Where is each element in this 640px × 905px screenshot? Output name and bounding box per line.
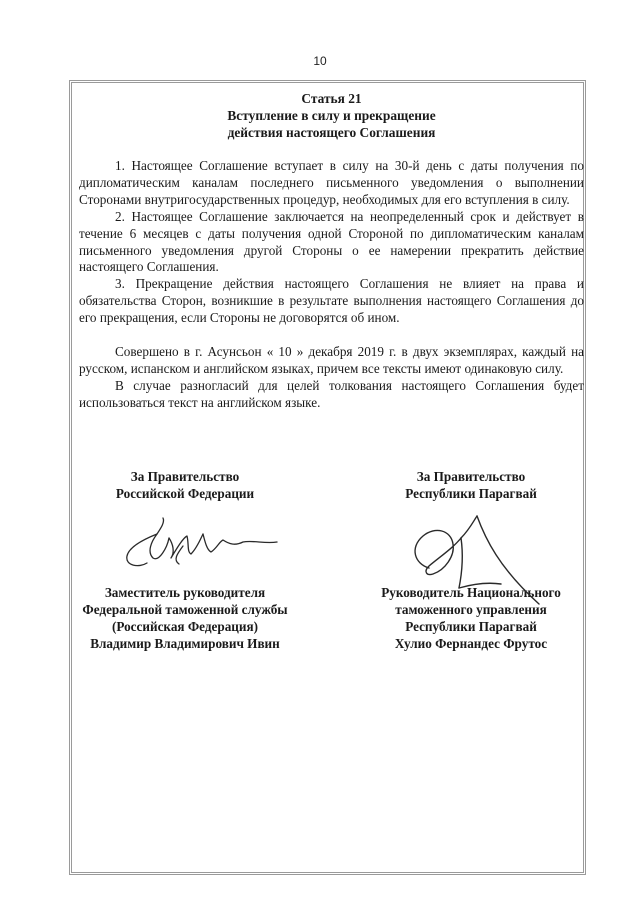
page-number: 10 — [313, 54, 327, 68]
paragraph-1: 1. Настоящее Соглашение вступает в силу на 30-й день с даты получения по дипломатическим каналам последнего письменного уведомления о выполнении Сторонами внутригосударственных процедур, необходимых для его вступления в силу. — [79, 158, 584, 207]
signatory-title-line: За Правительство — [416, 469, 526, 484]
signature-right-icon — [389, 508, 549, 608]
paragraph-2: 2. Настоящее Соглашение заключается на неопределенный срок и действует в течение 6 месяцев с даты получения одной Стороной по дипломатическим каналам письменного уведомления другой Стороны о ее намерении прекратить действие настоящего Соглашения. — [79, 208, 584, 275]
spacer — [79, 327, 584, 344]
signatory-title — [341, 468, 601, 502]
article-title-line-1: Вступление в силу и прекращение — [227, 108, 436, 123]
article-number: Статья 21 — [301, 91, 362, 106]
article-text — [79, 158, 584, 412]
document-body — [79, 90, 584, 412]
signatory-position-line: Республики Парагвай — [405, 619, 537, 634]
signature-left-icon — [117, 508, 287, 578]
signatory-title-line: Республики Парагвай — [405, 486, 537, 501]
article-title-line-2: действия настоящего Соглашения — [227, 125, 436, 140]
signatory-position-line: таможенного управления — [395, 602, 547, 617]
signatory-position-line: Федеральной таможенной службы — [82, 602, 288, 617]
signatory-name: Хулио Фернандес Фрутос — [394, 636, 548, 651]
signatory-title — [55, 468, 315, 502]
signatory-position — [55, 584, 315, 652]
signatory-position-line: Руководитель Национального — [381, 585, 561, 600]
signatory-title-line: Российской Федерации — [115, 486, 255, 501]
signatory-title-line: За Правительство — [130, 469, 240, 484]
closing-paragraph-2: В случае разногласий для целей толкования настоящего Соглашения будет использоваться текст на английском языке. — [79, 377, 584, 410]
signatory-position-line: Заместитель руководителя — [104, 585, 266, 600]
paragraph-3: 3. Прекращение действия настоящего Соглашения не влияет на права и обязательства Сторон, возникшие в результате выполнения настоящего Соглашения до его прекращения, если Стороны не договорятся об ином. — [79, 276, 584, 326]
signatory-name: Владимир Владимирович Ивин — [90, 636, 280, 651]
closing-paragraph-1: Совершено в г. Асунсьон « 10 » декабря 2019 г. в двух экземплярах, каждый на русском, испанском и английском языках, причем все тексты имеют одинаковую силу. — [79, 343, 584, 376]
article-heading — [79, 90, 584, 141]
signatory-position-line: (Российская Федерация) — [111, 619, 259, 634]
signature-block — [79, 468, 584, 651]
